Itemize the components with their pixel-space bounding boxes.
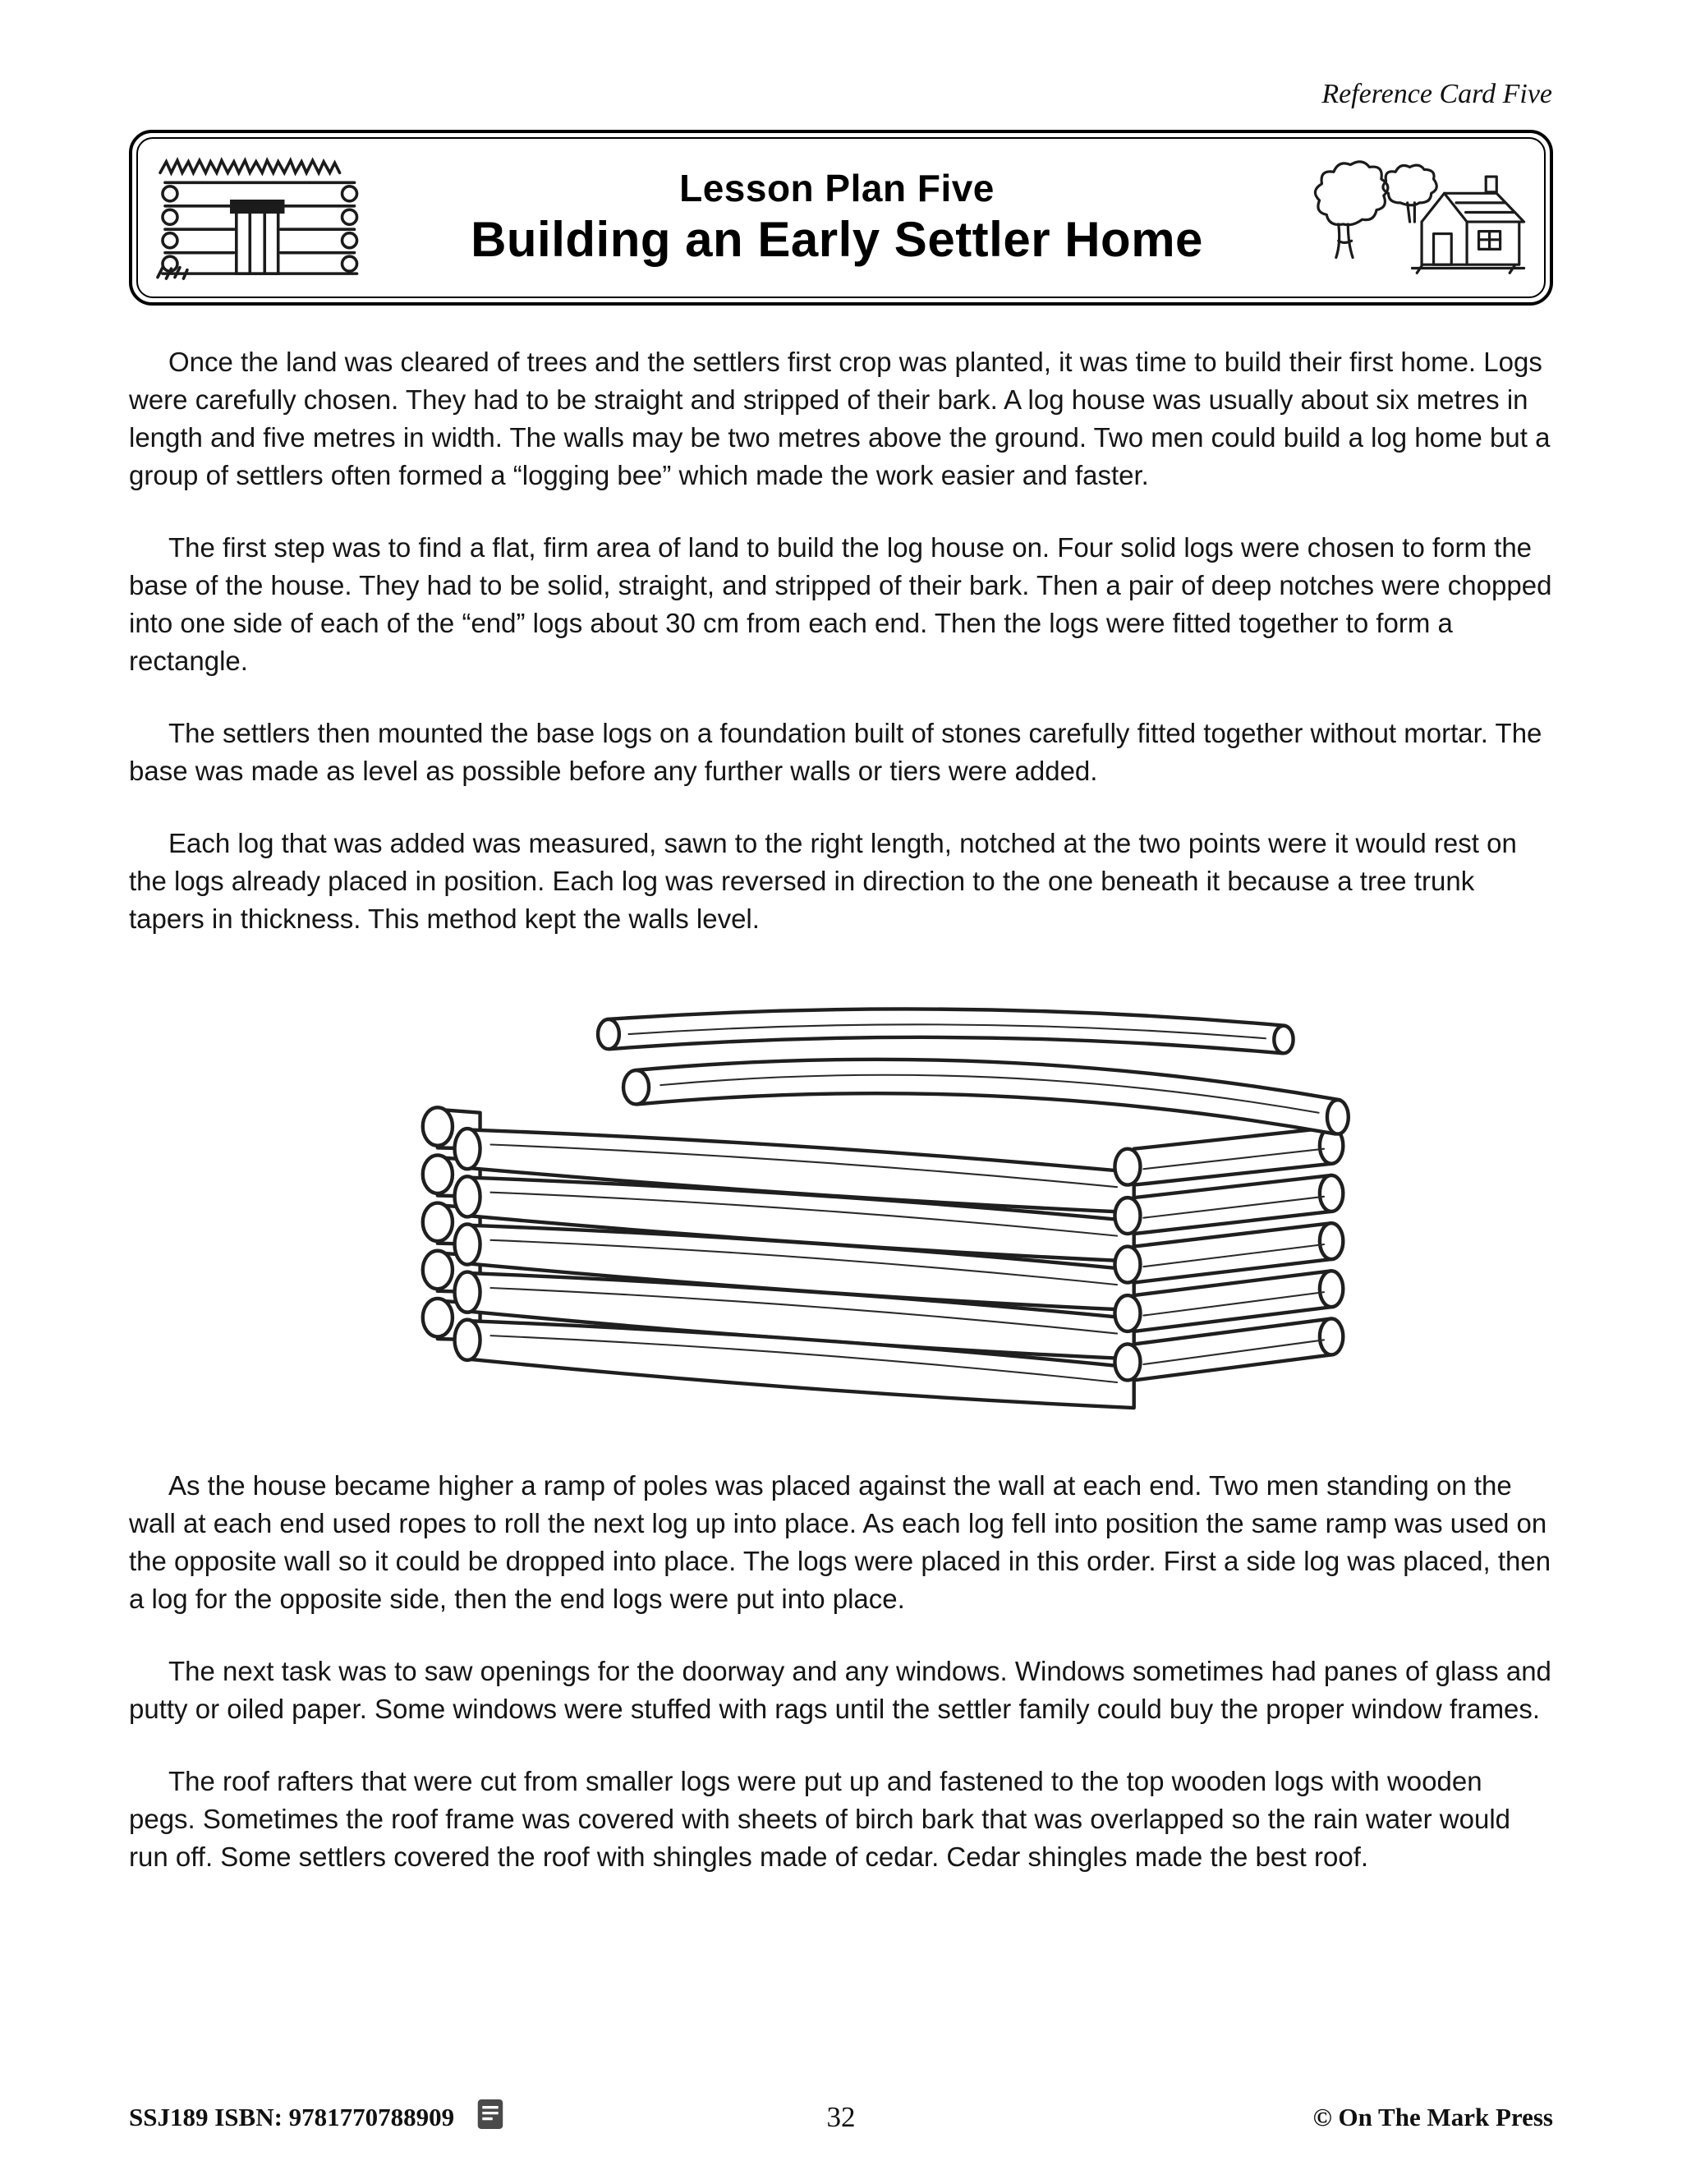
title-banner-inner [136,137,1546,298]
log-foundation-illustration [129,972,1553,1429]
lesson-plan-title: Lesson Plan Five [679,166,995,209]
paragraph: As the house became higher a ramp of poles was placed against the wall at each end. Two men standing on the wall at each end used ropes to roll the next log up into place. As each log fell into position the same ramp was used on the opposite wall so it could be dropped into place. The logs were placed in this order. First a side log was placed, then a log for the opposite side, then the end logs were put into place. [129,1470,1551,1614]
press-logo-icon [476,2097,505,2138]
lesson-title: Building an Early Settler Home [471,212,1203,268]
isbn-label: SSJ189 ISBN: 9781770788909 [129,2103,455,2131]
paragraph: The next task was to saw openings for the doorway and any windows. Windows sometimes had panes of glass and putty or oiled paper. Some windows were stuffed with rags until the settler family could buy the proper window frames. [129,1656,1551,1724]
title-banner [129,130,1553,306]
publisher-label: © On The Mark Press [1312,2103,1553,2131]
page-title [368,168,1306,267]
paragraph: The settlers then mounted the base logs on a foundation built of stones carefully fitted together without mortar. The base was made as level as possible before any further walls or tiers were added. [129,718,1542,786]
lesson-body [129,343,1553,1910]
reference-card-label: Reference Card Five [1321,79,1552,109]
page-footer [129,2093,1553,2142]
settler-house-and-trees-sketch-icon [1306,155,1529,280]
isbn-label-group [129,2097,505,2138]
page-number: 32 [826,2101,856,2133]
paragraph: The roof rafters that were cut from smaller logs were put up and fastened to the top wooden logs with wooden pegs. Sometimes the roof frame was covered with sheets of birch bark that was overlapped so the rain water would run off. Some settlers covered the roof with shingles made of cedar. Cedar shingles made the best roof. [129,1766,1511,1872]
paragraph: Once the land was cleared of trees and the settlers first crop was planted, it was time to build their first home. Logs were carefully chosen. They had to be straight and stripped of their bark. A log house was usually about six metres in length and five metres in width. The walls may be two metres above the ground. Two men could build a log home but a group of settlers often formed a “logging bee” which made the work easier and faster. [129,347,1551,490]
paragraph: The first step was to find a flat, firm area of land to build the log house on. Four solid logs were chosen to form the base of the house. They had to be solid, straight, and stripped of their bark. Then a pair of deep notches were chopped into one side of each of the “end” logs about 30 cm from each end. Then the logs were fitted together to form a rectangle. [129,532,1552,676]
log-cabin-sketch-icon [153,153,368,283]
paragraph: Each log that was added was measured, sawn to the right length, notched at the two points were it would rest on the logs already placed in position. Each log was reversed in direction to the one beneath it because a tree trunk tapers in thickness. This method kept the walls level. [129,828,1517,934]
